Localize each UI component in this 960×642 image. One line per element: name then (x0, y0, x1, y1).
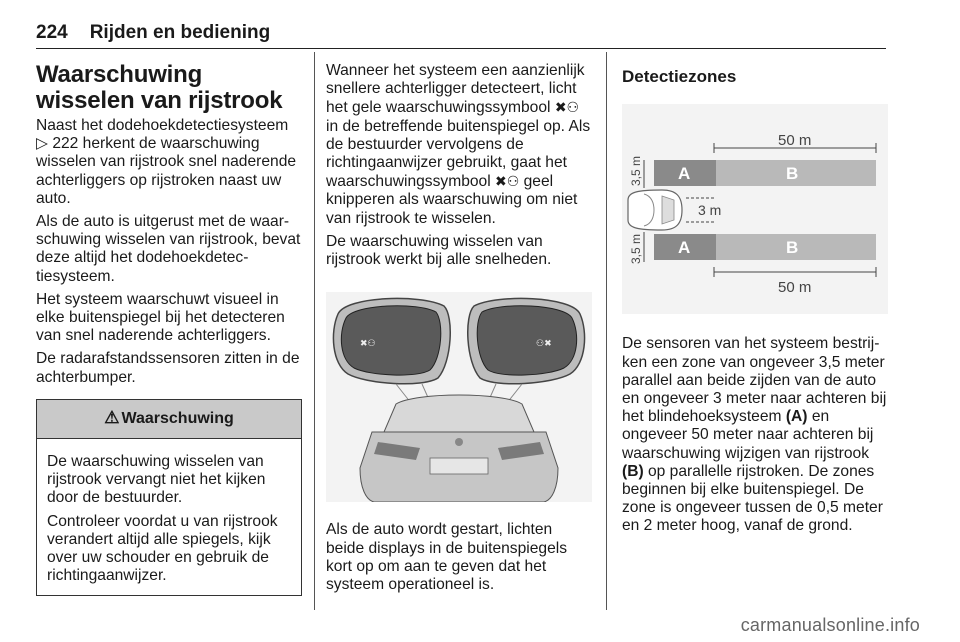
paragraph-startup: Als de auto wordt gestart, lichten beide displays in de buitenspiegels kort op om aan te geven dat het systeem operationeel is. (326, 521, 568, 594)
column-3 (622, 62, 890, 541)
chapter-title: Rijden en bediening (89, 22, 271, 43)
left-mirror (333, 299, 450, 384)
paragraph-sensors: De radarafstandssensoren zitten in de achterbumper. (36, 350, 300, 386)
subheading-detection-zones: Detectiezones (622, 67, 737, 86)
detection-text-c: geel knipperen als waarschuwing om niet van rijstrook te wisselen. (326, 173, 578, 227)
mirror-illustration (326, 292, 592, 502)
watermark: carmanualsonline.info (740, 615, 920, 635)
warning-header (37, 400, 301, 439)
page-ref-arrow-icon[interactable]: ▷ (36, 135, 48, 153)
zone-a-top-label: A (678, 164, 691, 184)
zone-a-bottom-label: A (678, 238, 691, 258)
zones-text-c: op parallelle rijstroken. De zones beginnen bij elke buitenspiegel. De zone is ongeveer tussen de 0,5 meter en 2 meter hoog, vanaf de grond. (622, 462, 883, 535)
column-1 (36, 62, 302, 596)
detection-zone-diagram (622, 104, 888, 314)
paragraph-intro (36, 117, 302, 208)
zone-b-ref: (B) (622, 462, 644, 480)
detection-text-b: in de betreffende buitenspiegel op. Als de bestuurder vervolgens de richtingaanwijzer gebruikt, gaat het waarschuwingssymbool (326, 117, 591, 191)
paragraph-zones (622, 335, 890, 535)
section-heading: Waarschuwing wisselen van rijstrook (36, 61, 283, 114)
label-35m-top: 3,5 m (629, 156, 643, 187)
label-3m: 3 m (698, 202, 722, 219)
warning-text-2: Controleer voordat u van rijstrook verandert altijd alle spiegels, kijk over uw schouder en gebruik de richtingaanwijzer. (47, 512, 278, 585)
paragraph-equipment: Als de auto is uitgerust met de waarschuwing wisselen van rijstrook, bevat deze altijd het dodehoekdetectiesysteem. (36, 213, 301, 285)
zones-text-a: De sensoren van het systeem bestrijken een zone van ongeveer 3,5 meter parallel aan beide zijden van de auto en ongeveer 3 meter naar achteren bij het blindehoeksysteem (622, 335, 887, 426)
label-35m-bottom: 3,5 m (629, 234, 643, 265)
header-rule (36, 48, 886, 49)
warning-title: Waarschuwing (121, 409, 234, 427)
right-mirror (468, 299, 585, 384)
warning-text-1: De waarschuwing wisselen van rijstrook vervangt niet het kijken door de bestuurder. (47, 453, 266, 507)
label-50m-top: 50 m (778, 132, 812, 150)
intro-text-a: Naast het dodehoekdetectiesysteem (36, 117, 289, 134)
zone-b-bottom-label: B (786, 238, 799, 258)
page-number: 224 (36, 22, 68, 43)
warning-body (37, 439, 301, 595)
paragraph-speed: De waarschuwing wisselen van rijstrook werkt bij alle snelheden. (326, 232, 552, 269)
page-header (36, 22, 270, 44)
blindspot-warning-symbol-icon: ✖⚇ (554, 99, 580, 116)
intro-text-b: 222 herkent de waarschuwing wisselen van rijstrook snel naderende achterliggers op rijstroken naast uw auto. (36, 135, 297, 207)
column-divider-1 (314, 52, 315, 610)
paragraph-detection (326, 62, 594, 228)
left-mirror-warning-icon: ✖⚇ (360, 339, 376, 350)
car-top-view-icon (628, 190, 682, 230)
column-divider-2 (606, 52, 607, 610)
right-mirror-warning-icon: ⚇✖ (536, 339, 552, 350)
paragraph-visual-warning: Het systeem waarschuwt visueel in elke buitenspiegel bij het detecteren van snel naderende achterliggers. (36, 290, 285, 345)
blindspot-warning-symbol-icon: ✖⚇ (495, 173, 520, 190)
warning-triangle-icon: ⚠ (104, 407, 120, 427)
zones-text-b: en ongeveer 50 meter naar achteren bij waarschuwing wijzigen van rijstrook (622, 408, 874, 462)
label-50m-bottom: 50 m (778, 279, 812, 297)
zone-b-top-label: B (786, 164, 799, 184)
detection-text-a: Wanneer het systeem een aanzienlijk snellere achterligger detecteert, licht het gele waarschuwingssymbool (326, 62, 585, 117)
warning-box (36, 399, 302, 597)
zone-a-ref: (A) (785, 408, 808, 426)
column-2 (326, 62, 594, 599)
